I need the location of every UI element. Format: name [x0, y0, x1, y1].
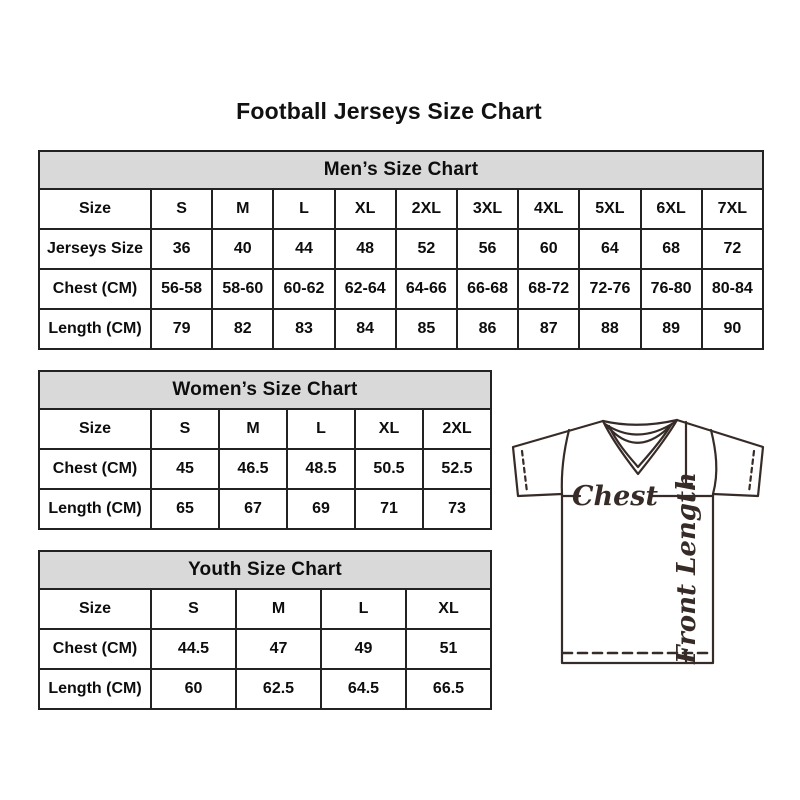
size-value-cell: 83	[273, 309, 334, 349]
table-row	[39, 449, 491, 489]
size-value-cell: 60	[518, 229, 579, 269]
size-value-cell: 2XL	[396, 189, 457, 229]
size-value-cell: 62-64	[335, 269, 396, 309]
row-label: Size	[39, 409, 151, 449]
table-row	[39, 309, 763, 349]
row-label: Length (CM)	[39, 489, 151, 529]
size-value-cell: 64-66	[396, 269, 457, 309]
size-value-cell: 48.5	[287, 449, 355, 489]
size-value-cell: 46.5	[219, 449, 287, 489]
womens-size-table	[38, 370, 492, 530]
size-value-cell: 44	[273, 229, 334, 269]
size-value-cell: 89	[641, 309, 702, 349]
youth-size-table	[38, 550, 492, 710]
table-row	[39, 409, 491, 449]
size-value-cell: S	[151, 589, 236, 629]
front-length-label: Front Length	[672, 472, 702, 664]
size-value-cell: 85	[396, 309, 457, 349]
table-row	[39, 629, 491, 669]
size-value-cell: 48	[335, 229, 396, 269]
table-row	[39, 229, 763, 269]
size-value-cell: 51	[406, 629, 491, 669]
size-value-cell: 87	[518, 309, 579, 349]
size-value-cell: 49	[321, 629, 406, 669]
size-value-cell: XL	[406, 589, 491, 629]
chest-label: Chest	[572, 481, 658, 512]
size-value-cell: 2XL	[423, 409, 491, 449]
right-cuff-stitch-line	[749, 451, 754, 492]
size-value-cell: 7XL	[702, 189, 763, 229]
size-value-cell: L	[287, 409, 355, 449]
row-label: Size	[39, 589, 151, 629]
size-value-cell: 44.5	[151, 629, 236, 669]
size-value-cell: 36	[151, 229, 212, 269]
size-value-cell: 5XL	[579, 189, 640, 229]
table-row	[39, 669, 491, 709]
size-value-cell: 79	[151, 309, 212, 349]
size-value-cell: 60-62	[273, 269, 334, 309]
size-value-cell: 82	[212, 309, 273, 349]
size-value-cell: 4XL	[518, 189, 579, 229]
mens-size-table	[38, 150, 764, 350]
size-value-cell: 64.5	[321, 669, 406, 709]
size-value-cell: 68-72	[518, 269, 579, 309]
row-label: Chest (CM)	[39, 269, 151, 309]
size-value-cell: 86	[457, 309, 518, 349]
jersey-measurement-diagram	[505, 408, 775, 670]
table-title: Men’s Size Chart	[39, 151, 763, 189]
size-value-cell: 68	[641, 229, 702, 269]
size-value-cell: 69	[287, 489, 355, 529]
row-label: Length (CM)	[39, 309, 151, 349]
row-label: Chest (CM)	[39, 629, 151, 669]
size-value-cell: S	[151, 409, 219, 449]
table-row	[39, 489, 491, 529]
size-value-cell: XL	[335, 189, 396, 229]
size-value-cell: XL	[355, 409, 423, 449]
size-value-cell: 80-84	[702, 269, 763, 309]
size-value-cell: 40	[212, 229, 273, 269]
size-value-cell: 71	[355, 489, 423, 529]
size-value-cell: 3XL	[457, 189, 518, 229]
size-value-cell: 56-58	[151, 269, 212, 309]
table-row	[39, 269, 763, 309]
size-value-cell: 64	[579, 229, 640, 269]
table-row	[39, 189, 763, 229]
size-value-cell: 6XL	[641, 189, 702, 229]
size-value-cell: 62.5	[236, 669, 321, 709]
size-value-cell: 50.5	[355, 449, 423, 489]
size-value-cell: 47	[236, 629, 321, 669]
size-value-cell: L	[321, 589, 406, 629]
left-cuff-stitch-line	[522, 451, 527, 492]
size-value-cell: M	[236, 589, 321, 629]
row-label: Size	[39, 189, 151, 229]
size-value-cell: 60	[151, 669, 236, 709]
size-value-cell: 88	[579, 309, 640, 349]
size-value-cell: 66.5	[406, 669, 491, 709]
page-title: Football Jerseys Size Chart	[236, 98, 542, 124]
size-value-cell: 52	[396, 229, 457, 269]
size-value-cell: M	[212, 189, 273, 229]
size-value-cell: S	[151, 189, 212, 229]
table-row	[39, 589, 491, 629]
table-title: Youth Size Chart	[39, 551, 491, 589]
size-value-cell: 66-68	[457, 269, 518, 309]
size-value-cell: 58-60	[212, 269, 273, 309]
size-value-cell: 56	[457, 229, 518, 269]
size-value-cell: 72	[702, 229, 763, 269]
size-value-cell: 73	[423, 489, 491, 529]
table-title: Women’s Size Chart	[39, 371, 491, 409]
size-value-cell: 65	[151, 489, 219, 529]
row-label: Chest (CM)	[39, 449, 151, 489]
size-value-cell: 76-80	[641, 269, 702, 309]
size-value-cell: 90	[702, 309, 763, 349]
size-value-cell: 72-76	[579, 269, 640, 309]
jersey-outline	[513, 420, 763, 663]
row-label: Length (CM)	[39, 669, 151, 709]
row-label: Jerseys Size	[39, 229, 151, 269]
size-value-cell: 84	[335, 309, 396, 349]
size-value-cell: 52.5	[423, 449, 491, 489]
size-value-cell: L	[273, 189, 334, 229]
size-value-cell: 45	[151, 449, 219, 489]
size-value-cell: M	[219, 409, 287, 449]
size-value-cell: 67	[219, 489, 287, 529]
